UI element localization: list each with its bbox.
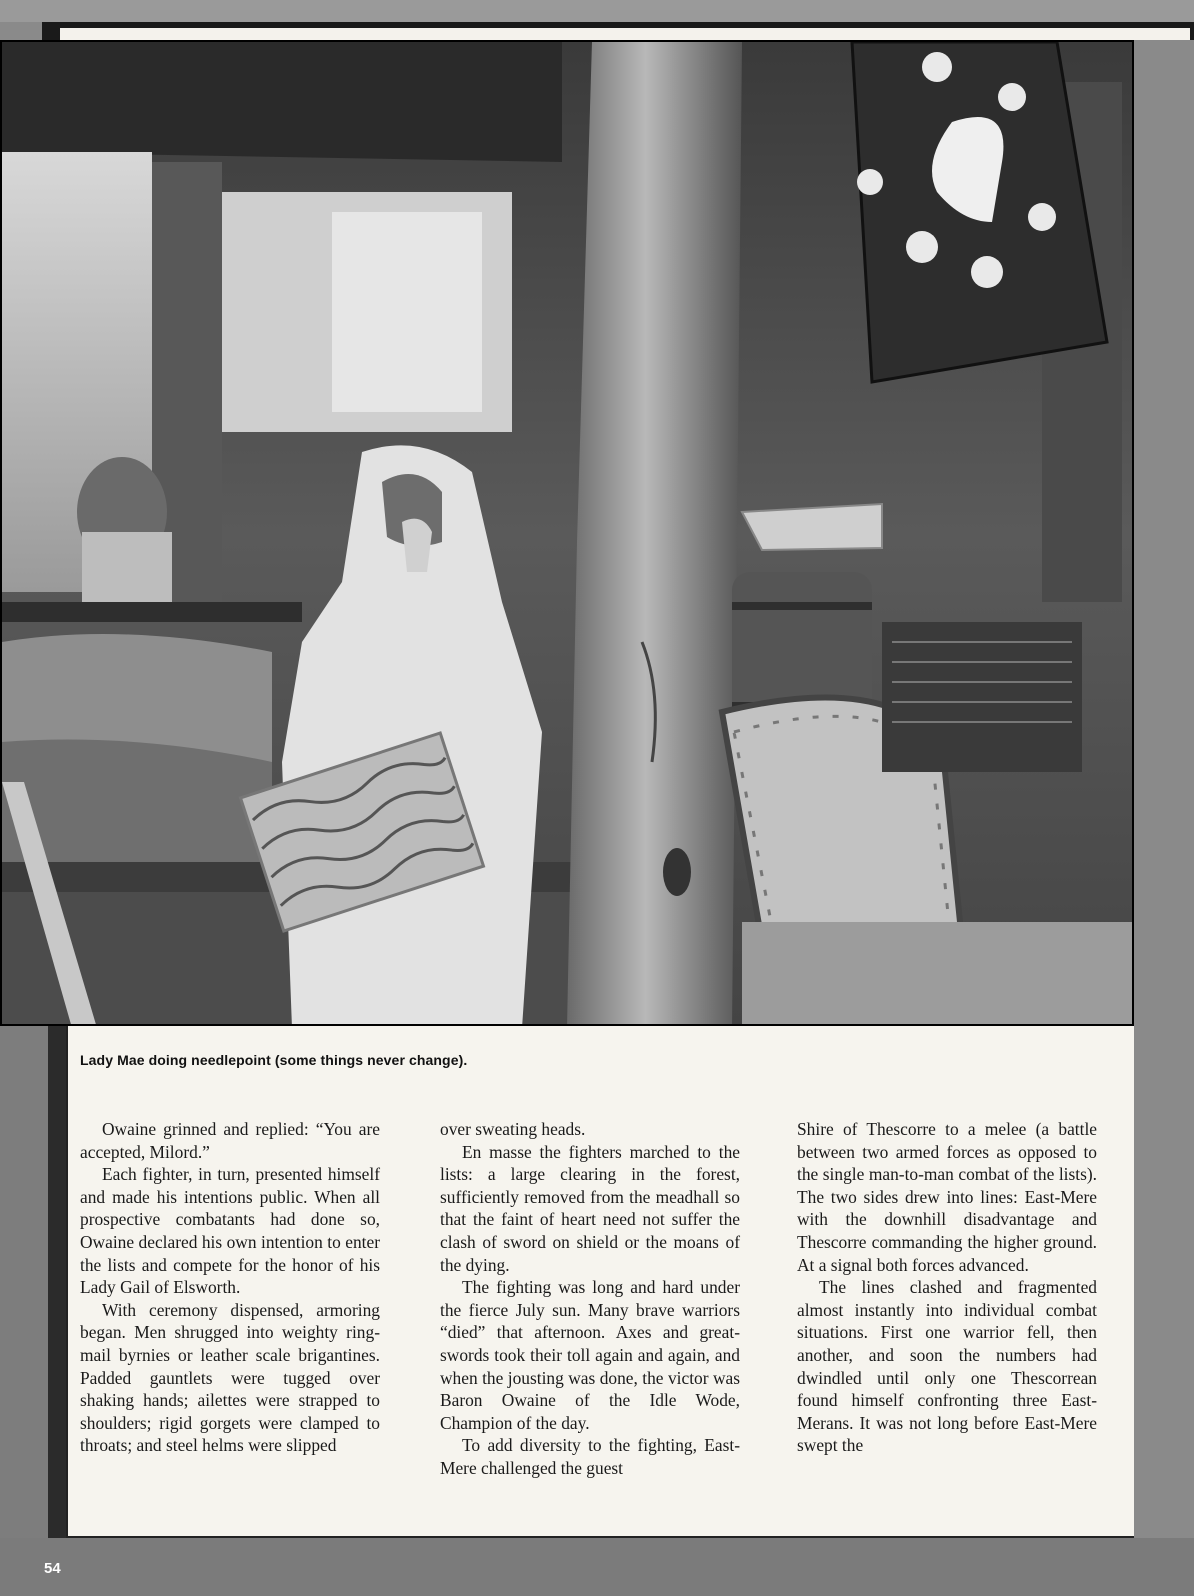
photograph <box>0 40 1134 1026</box>
top-paper-strip <box>60 28 1190 40</box>
paragraph: En masse the fighters marched to the lists: a large clearing in the forest, sufficiently removed from the meadhall so that the faint of heart need not suffer the clash of sword on shield or the moans of the dying. <box>440 1141 740 1275</box>
paragraph: Owaine grinned and replied: “You are accepted, Milord.” <box>80 1119 380 1162</box>
photo-illustration <box>2 42 1134 1026</box>
paragraph: over sweating heads. <box>440 1119 586 1139</box>
article-column-2 <box>440 1118 740 1480</box>
paragraph: The fighting was long and hard under the fierce July sun. Many brave warriors “died” that afternoon. Axes and great-swords took their toll again and again, and when the jousting was done, the victor was Baron Owaine of the Idle Wode, Champion of the day. <box>440 1277 740 1433</box>
bottom-margin-bar <box>0 1538 1194 1596</box>
left-border-strip <box>48 1026 66 1538</box>
article-column-1 <box>80 1118 380 1457</box>
page-number: 54 <box>44 1560 61 1577</box>
paragraph: Shire of Thescorre to a melee (a battle between two armed forces as opposed to the single man-to-man combat of the lists). The two sides drew into lines: East-Mere with the downhill disadvantage and Thescorre commanding the higher ground. At a signal both forces advanced. <box>797 1119 1097 1275</box>
top-margin-bar <box>0 0 1194 22</box>
paragraph: With ceremony dispensed, armoring began. Men shrugged into weighty ring-mail byrnies or leather scale brigantines. Padded gauntlets were tugged over shaking hands; ailettes were strapped to shoulders; rigid gorgets were clamped to throats; and steel helms were slipped <box>80 1299 380 1456</box>
paragraph: The lines clashed and fragmented almost instantly into individual combat situations. First one warrior fell, then another, and soon the numbers had dwindled until only one Thescorrean found himself confronting three East-Merans. It was not long before East-Mere swept the <box>797 1277 1097 1456</box>
photo-caption: Lady Mae doing needlepoint (some things never change). <box>80 1052 468 1068</box>
article-column-3 <box>797 1118 1097 1457</box>
paragraph: Each fighter, in turn, presented himself and made his intentions public. When all prospective combatants had done so, Owaine declared his own intention to enter the lists and compete for the honor of his Lady Gail of Elsworth. <box>80 1164 380 1298</box>
paragraph: To add diversity to the fighting, East-Mere challenged the guest <box>440 1435 740 1478</box>
